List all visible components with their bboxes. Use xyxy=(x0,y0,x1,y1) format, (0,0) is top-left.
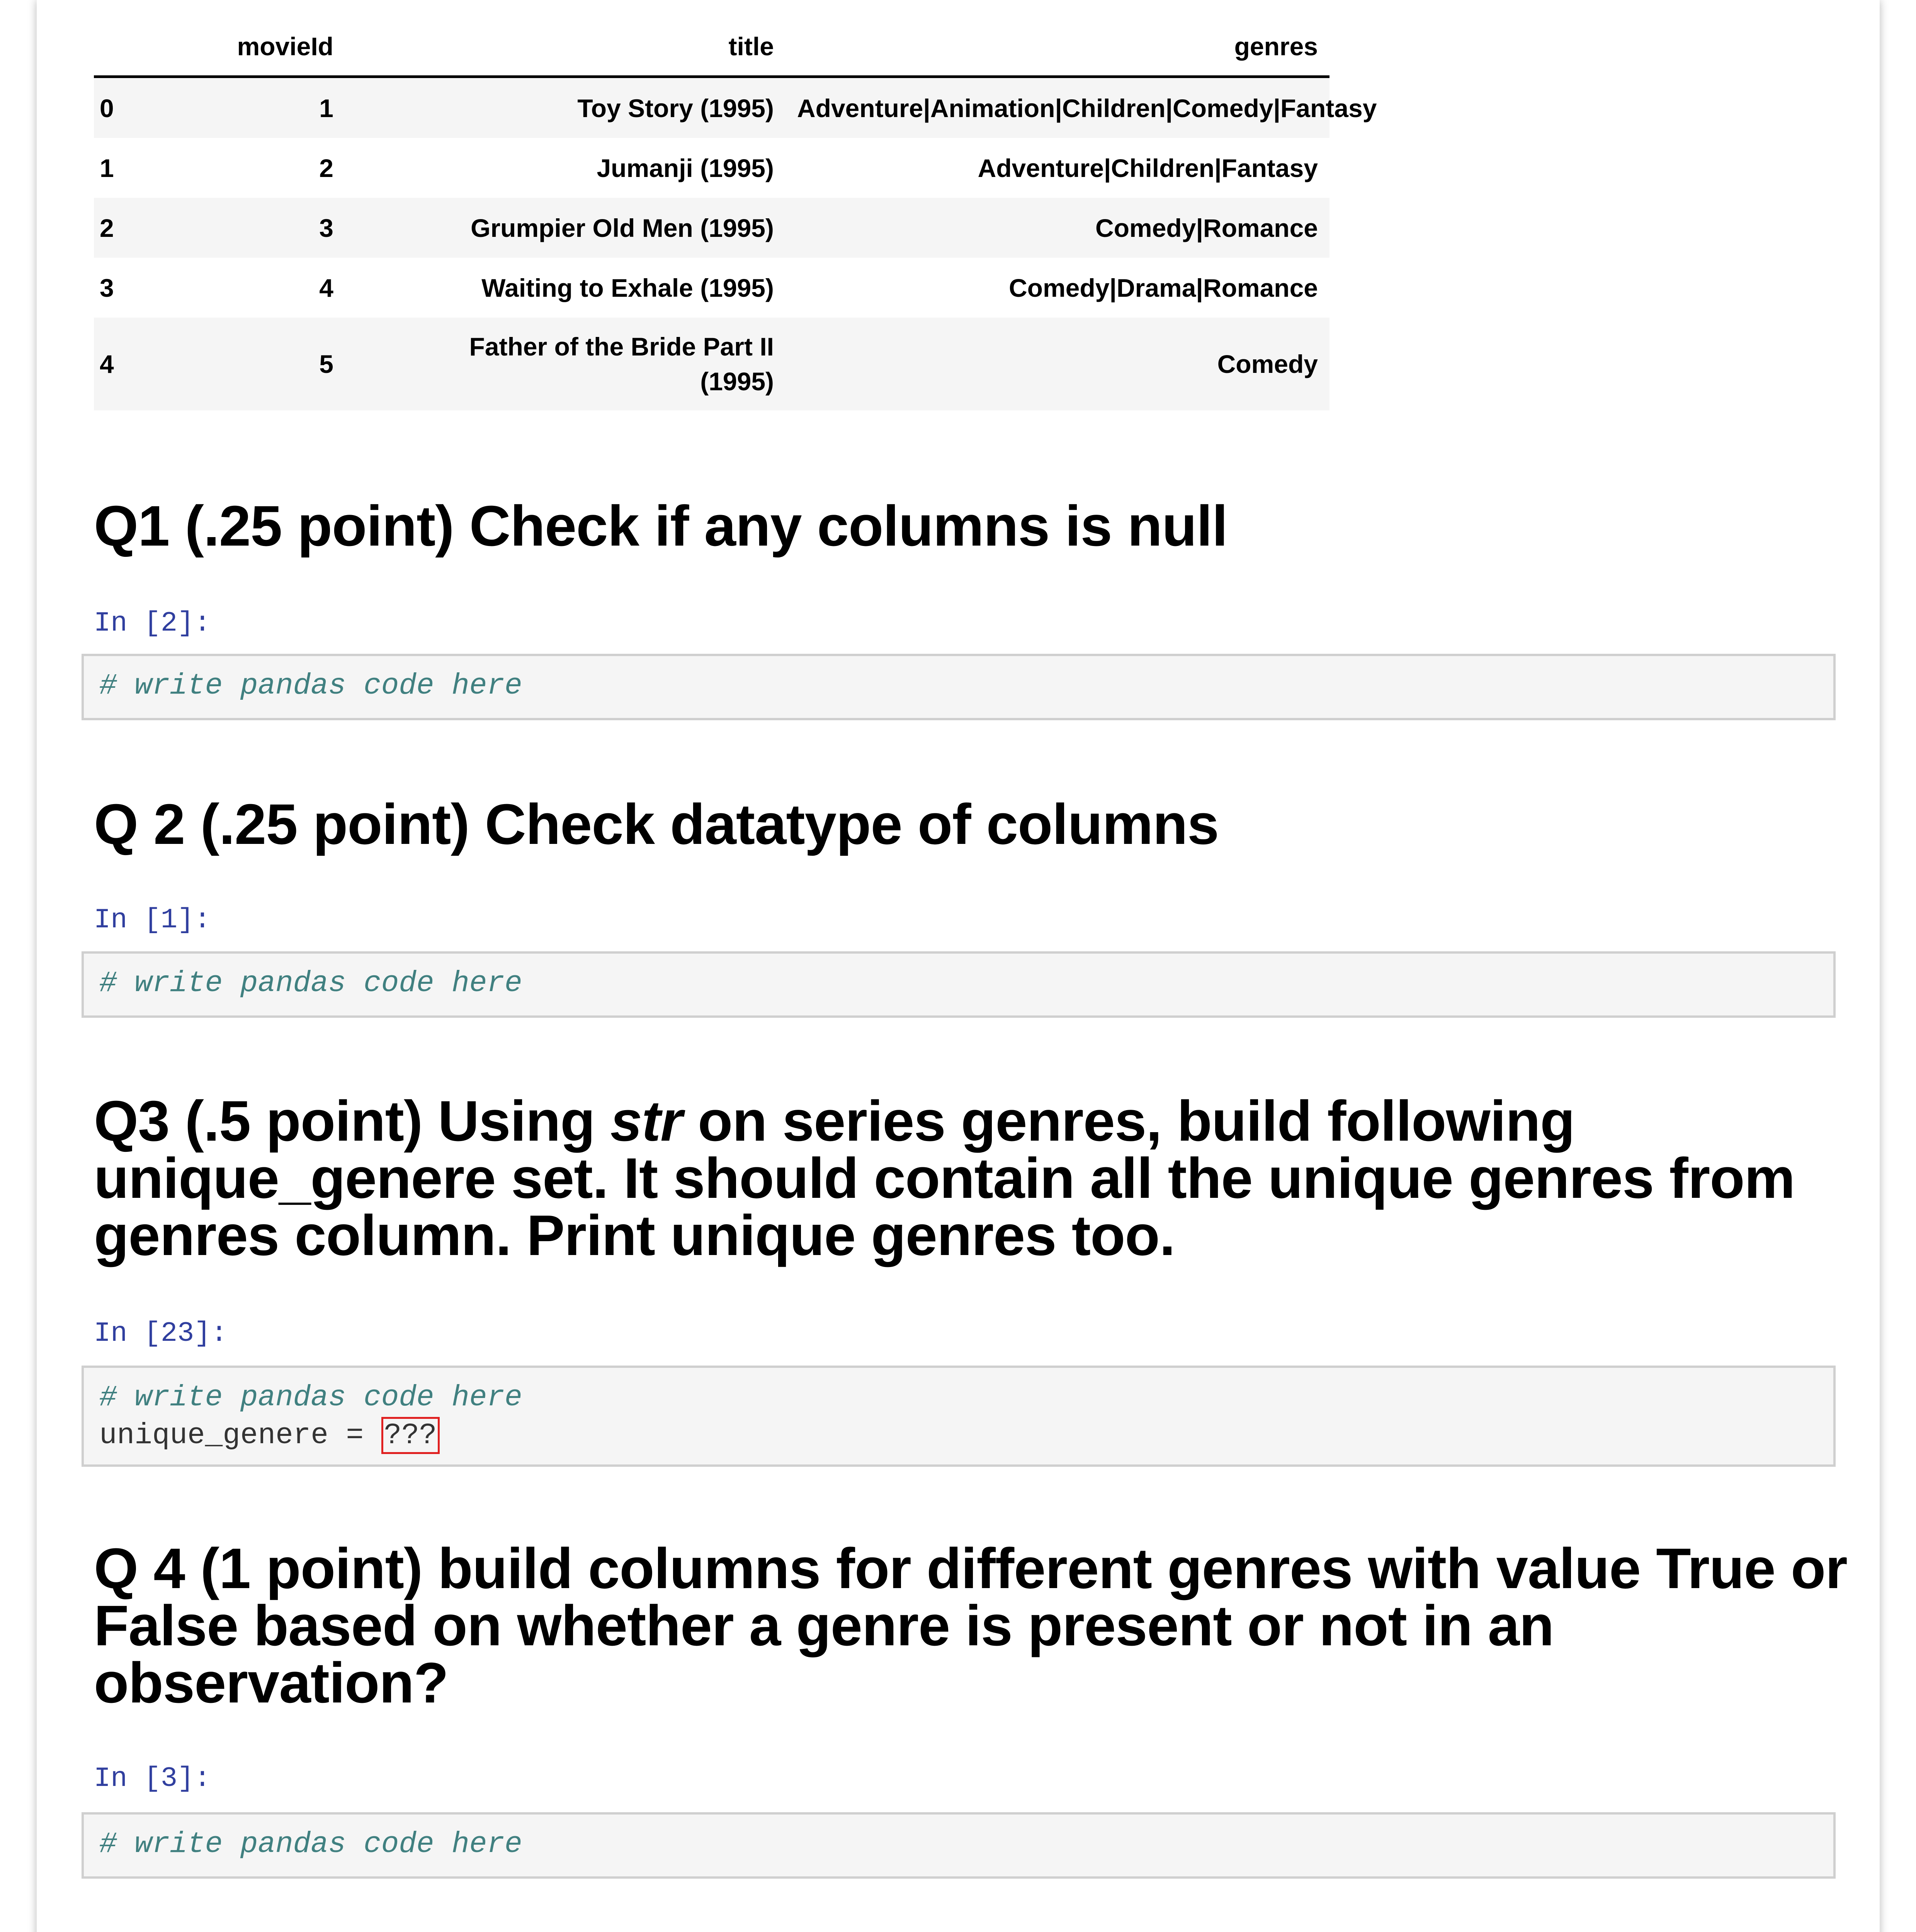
row-index: 3 xyxy=(100,273,114,302)
code-line xyxy=(99,1417,1818,1454)
cell-movieid: 3 xyxy=(162,198,345,258)
table-row xyxy=(94,258,1329,318)
code-comment: # write pandas code here xyxy=(99,669,522,702)
cell-genres: Comedy|Drama|Romance xyxy=(1009,273,1318,302)
q2-heading: Q 2 (.25 point) Check datatype of columns xyxy=(94,793,1219,856)
cell-title: Toy Story (1995) xyxy=(345,77,785,138)
row-index: 2 xyxy=(94,198,162,258)
row-index: 0 xyxy=(94,77,162,138)
q4-input-prompt: In [3]: xyxy=(94,1763,211,1794)
code-comment: # write pandas code here xyxy=(99,967,522,1000)
q1-code-cell[interactable] xyxy=(82,654,1836,720)
cell-title: Grumpier Old Men (1995) xyxy=(345,198,785,258)
code-comment: # write pandas code here xyxy=(99,1381,522,1414)
column-header-title: title xyxy=(345,17,785,77)
q4-heading: Q 4 (1 point) build columns for different genres with value True or False based on whether a genre is present or not in an observation? xyxy=(94,1537,1847,1715)
cell-genres: Comedy xyxy=(785,318,1329,410)
column-header-movieid: movieId xyxy=(162,17,345,77)
dataframe-table xyxy=(94,17,1377,410)
table-row xyxy=(94,77,1329,138)
q3-heading-part: Q3 (.5 point) Using xyxy=(94,1089,610,1153)
q1-input-prompt: In [2]: xyxy=(94,607,211,639)
cell-title: Jumanji (1995) xyxy=(597,153,774,182)
cell-movieid: 5 xyxy=(162,318,345,410)
cell-genres: Adventure|Children|Fantasy xyxy=(978,153,1318,182)
syntax-error-highlight: ??? xyxy=(381,1417,440,1454)
q2-code-cell[interactable] xyxy=(82,951,1836,1018)
table-header-row xyxy=(94,17,1329,77)
code-comment: # write pandas code here xyxy=(99,1828,522,1861)
q3-heading xyxy=(94,1089,1848,1267)
table-row xyxy=(94,138,1329,198)
cell-movieid: 2 xyxy=(319,153,333,182)
q3-heading-emphasis: str xyxy=(610,1089,682,1153)
code-text: unique_genere = xyxy=(99,1419,381,1452)
q3-heading-part: on series genres, build following unique_genere set. It should contain all the unique genres from genres column. Print unique genres too. xyxy=(94,1089,1795,1267)
cell-title-line: Father of the Bride Part II xyxy=(469,332,774,361)
q3-input-prompt: In [23]: xyxy=(94,1318,228,1349)
cell-genres: Adventure|Animation|Children|Comedy|Fantasy xyxy=(785,77,1329,138)
table-row xyxy=(94,318,1329,410)
row-index: 4 xyxy=(94,318,162,410)
q4-code-cell[interactable] xyxy=(82,1812,1836,1879)
q1-heading: Q1 (.25 point) Check if any columns is null xyxy=(94,494,1227,558)
cell-genres: Comedy|Romance xyxy=(785,198,1329,258)
q2-input-prompt: In [1]: xyxy=(94,904,211,936)
cell-title: Waiting to Exhale (1995) xyxy=(481,273,774,302)
index-header xyxy=(94,17,162,77)
row-index: 1 xyxy=(100,153,114,182)
column-header-genres: genres xyxy=(785,17,1329,77)
q3-code-cell[interactable] xyxy=(82,1366,1836,1467)
cell-movieid: 4 xyxy=(319,273,333,302)
cell-title-line: (1995) xyxy=(700,367,774,396)
cell-title xyxy=(345,318,785,410)
cell-movieid: 1 xyxy=(162,77,345,138)
table-row xyxy=(94,198,1329,258)
